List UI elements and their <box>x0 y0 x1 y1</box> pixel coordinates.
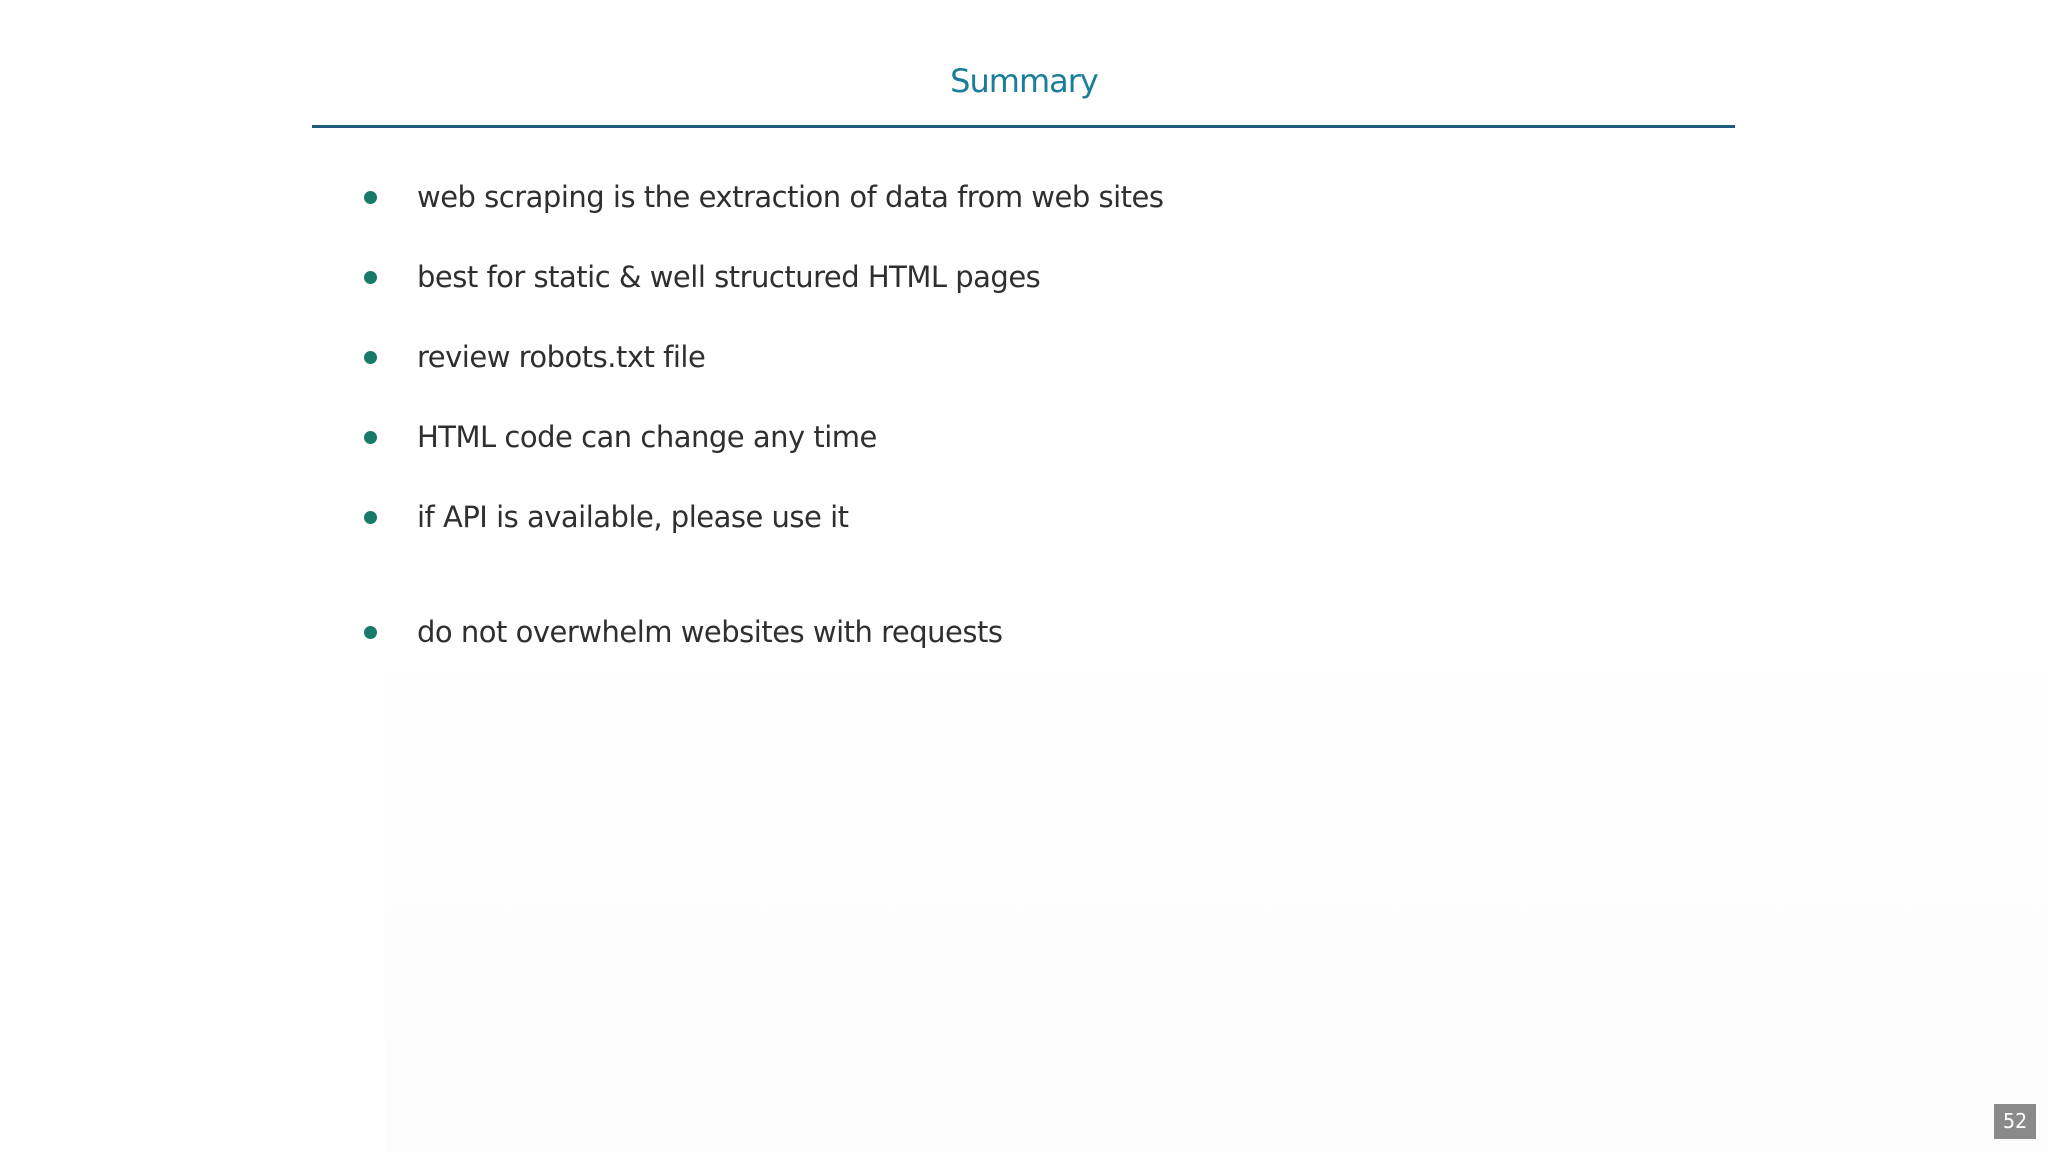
bullet-text: do not overwhelm websites with requests <box>417 615 1003 649</box>
bullet-dot-icon <box>364 351 377 364</box>
bullet-dot-icon <box>364 431 377 444</box>
bullet-item <box>364 492 849 542</box>
bullet-text: review robots.txt file <box>417 340 706 374</box>
bullet-item <box>364 607 1002 657</box>
bullet-text: if API is available, please use it <box>417 500 849 534</box>
bullet-text: best for static & well structured HTML pages <box>417 260 1041 294</box>
slide-title: Summary <box>950 62 1098 100</box>
bullet-item <box>364 412 877 462</box>
bullet-item <box>364 252 1040 302</box>
title-divider <box>312 125 1735 128</box>
bullet-dot-icon <box>364 511 377 524</box>
bullet-text: web scraping is the extraction of data from web sites <box>417 180 1164 214</box>
bullet-dot-icon <box>364 271 377 284</box>
bullet-text: HTML code can change any time <box>417 420 877 454</box>
bullet-dot-icon <box>364 191 377 204</box>
bullet-item <box>364 332 705 382</box>
bullet-item <box>364 172 1163 222</box>
page-number-badge: 52 <box>1994 1104 2036 1139</box>
background-shade <box>385 620 2048 1152</box>
bullet-dot-icon <box>364 626 377 639</box>
